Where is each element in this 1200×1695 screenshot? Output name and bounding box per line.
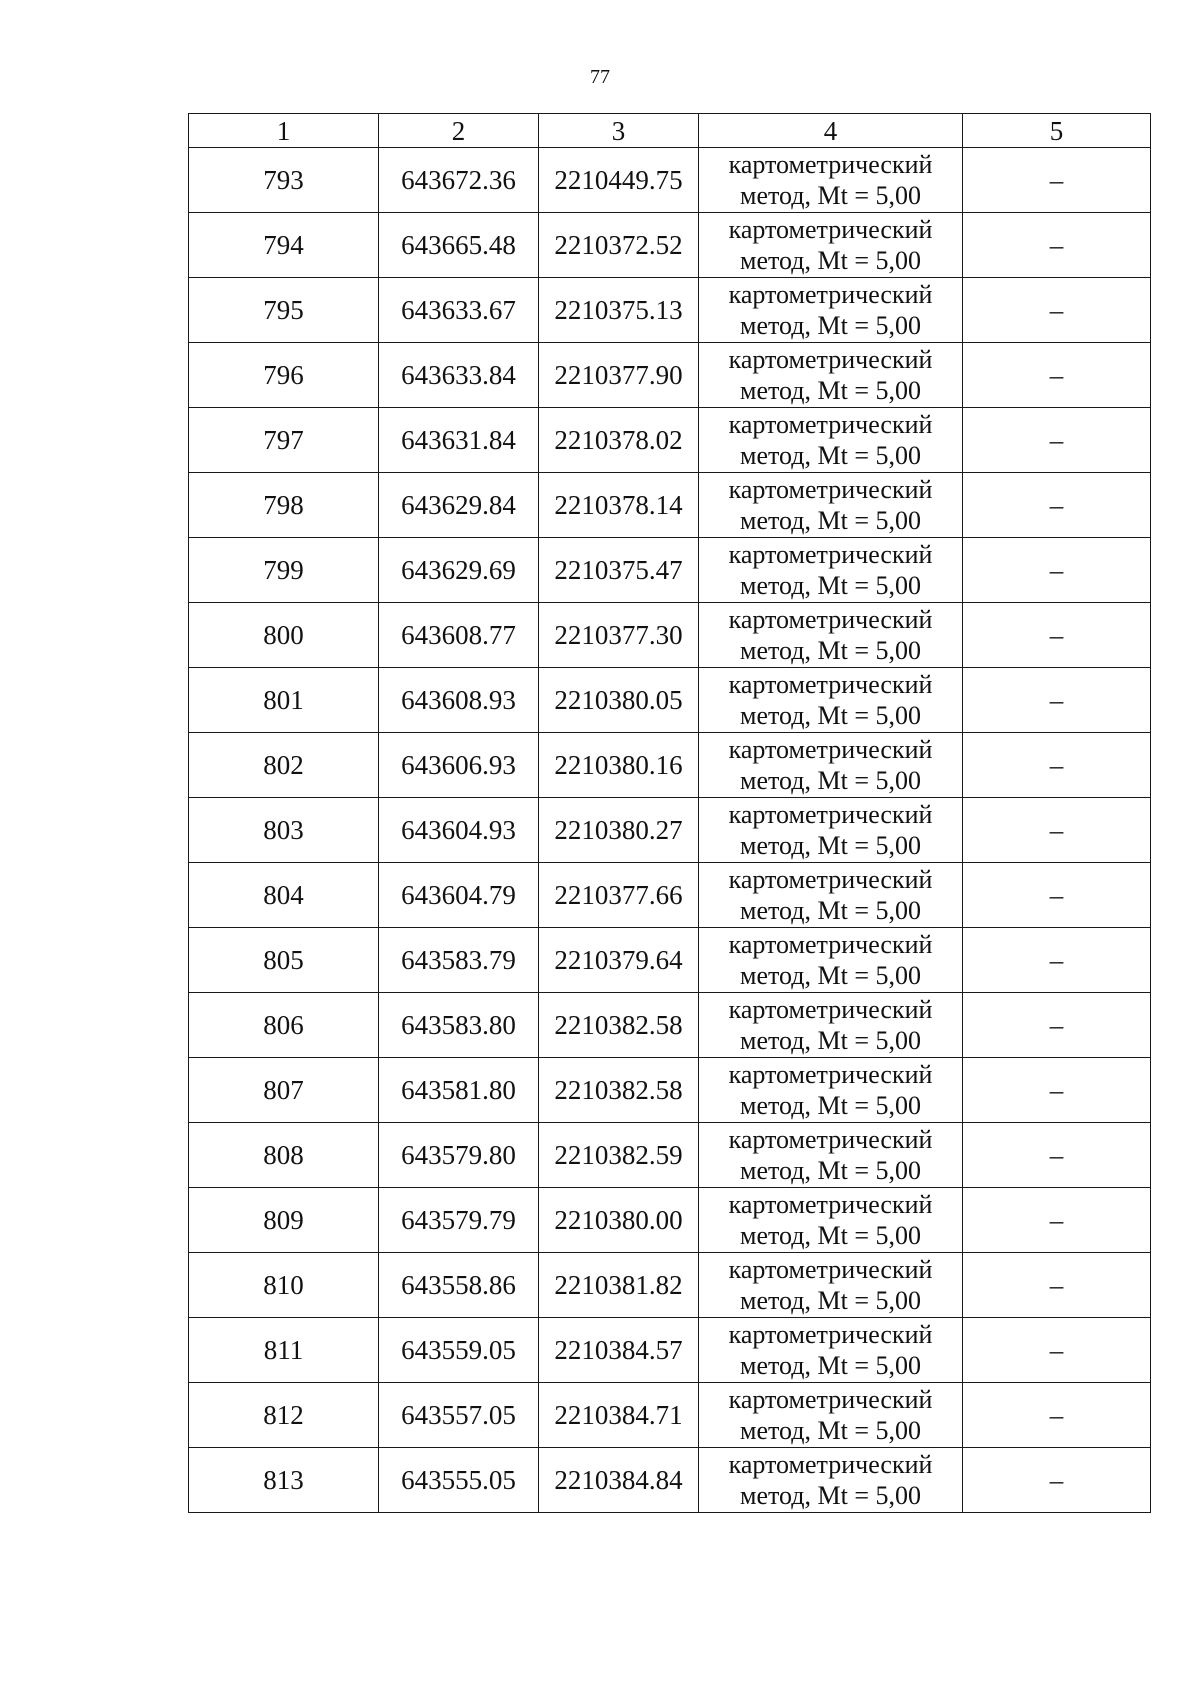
note-cell: –: [963, 538, 1151, 603]
point-number: 805: [189, 928, 379, 993]
method-line-1: картометрический: [728, 215, 933, 244]
coordinates-table: [188, 113, 1151, 1513]
method-line-1: картометрический: [728, 1450, 933, 1479]
coordinate-y: 2210449.75: [539, 148, 699, 213]
point-number: 795: [189, 278, 379, 343]
method-line-1: картометрический: [728, 1255, 933, 1284]
point-number: 794: [189, 213, 379, 278]
method-line-2: метод, Mt = 5,00: [740, 311, 921, 340]
method-line-2: метод, Mt = 5,00: [740, 1221, 921, 1250]
determination-method: [699, 928, 963, 993]
note-cell: –: [963, 1448, 1151, 1513]
note-cell: –: [963, 1383, 1151, 1448]
point-number: 796: [189, 343, 379, 408]
method-line-1: картометрический: [728, 930, 933, 959]
coordinate-y: 2210380.05: [539, 668, 699, 733]
determination-method: [699, 148, 963, 213]
table-row: [189, 993, 1151, 1058]
header-col-3: 3: [539, 114, 699, 148]
point-number: 804: [189, 863, 379, 928]
note-cell: –: [963, 603, 1151, 668]
coordinate-x: 643583.80: [379, 993, 539, 1058]
note-cell: –: [963, 1058, 1151, 1123]
coordinate-x: 643629.69: [379, 538, 539, 603]
coordinate-x: 643579.79: [379, 1188, 539, 1253]
table-row: [189, 1123, 1151, 1188]
method-line-2: метод, Mt = 5,00: [740, 701, 921, 730]
header-col-5: 5: [963, 114, 1151, 148]
determination-method: [699, 1318, 963, 1383]
determination-method: [699, 1383, 963, 1448]
coordinate-x: 643555.05: [379, 1448, 539, 1513]
note-cell: –: [963, 1318, 1151, 1383]
method-line-2: метод, Mt = 5,00: [740, 1091, 921, 1120]
coordinate-y: 2210375.47: [539, 538, 699, 603]
method-line-2: метод, Mt = 5,00: [740, 1286, 921, 1315]
point-number: 808: [189, 1123, 379, 1188]
point-number: 803: [189, 798, 379, 863]
coordinate-y: 2210377.90: [539, 343, 699, 408]
determination-method: [699, 1123, 963, 1188]
point-number: 811: [189, 1318, 379, 1383]
determination-method: [699, 538, 963, 603]
coordinate-x: 643579.80: [379, 1123, 539, 1188]
coordinate-y: 2210380.16: [539, 733, 699, 798]
method-line-2: метод, Mt = 5,00: [740, 441, 921, 470]
determination-method: [699, 603, 963, 668]
method-line-2: метод, Mt = 5,00: [740, 181, 921, 210]
coordinate-x: 643633.84: [379, 343, 539, 408]
method-line-1: картометрический: [728, 865, 933, 894]
determination-method: [699, 798, 963, 863]
method-line-1: картометрический: [728, 800, 933, 829]
method-line-2: метод, Mt = 5,00: [740, 961, 921, 990]
method-line-2: метод, Mt = 5,00: [740, 1026, 921, 1055]
point-number: 797: [189, 408, 379, 473]
page-number: 77: [590, 66, 610, 88]
method-line-1: картометрический: [728, 150, 933, 179]
table-header: [189, 114, 1151, 148]
point-number: 793: [189, 148, 379, 213]
determination-method: [699, 1253, 963, 1318]
method-line-1: картометрический: [728, 1190, 933, 1219]
table-row: [189, 1448, 1151, 1513]
note-cell: –: [963, 668, 1151, 733]
method-line-2: метод, Mt = 5,00: [740, 1351, 921, 1380]
table-row: [189, 343, 1151, 408]
table-row: [189, 798, 1151, 863]
table-row: [189, 863, 1151, 928]
table-row: [189, 733, 1151, 798]
note-cell: –: [963, 1188, 1151, 1253]
coordinate-y: 2210378.14: [539, 473, 699, 538]
table-row: [189, 1253, 1151, 1318]
determination-method: [699, 863, 963, 928]
point-number: 806: [189, 993, 379, 1058]
coordinate-y: 2210380.27: [539, 798, 699, 863]
note-cell: –: [963, 148, 1151, 213]
table-row: [189, 1188, 1151, 1253]
coordinate-y: 2210372.52: [539, 213, 699, 278]
method-line-1: картометрический: [728, 1060, 933, 1089]
table-row: [189, 148, 1151, 213]
note-cell: –: [963, 1253, 1151, 1318]
method-line-1: картометрический: [728, 995, 933, 1024]
coordinate-y: 2210384.84: [539, 1448, 699, 1513]
table-row: [189, 538, 1151, 603]
coordinate-x: 643608.93: [379, 668, 539, 733]
coordinate-y: 2210379.64: [539, 928, 699, 993]
method-line-2: метод, Mt = 5,00: [740, 1416, 921, 1445]
note-cell: –: [963, 798, 1151, 863]
method-line-2: метод, Mt = 5,00: [740, 376, 921, 405]
coordinate-y: 2210382.58: [539, 993, 699, 1058]
determination-method: [699, 278, 963, 343]
header-col-1: 1: [189, 114, 379, 148]
determination-method: [699, 408, 963, 473]
point-number: 799: [189, 538, 379, 603]
note-cell: –: [963, 343, 1151, 408]
determination-method: [699, 733, 963, 798]
coordinate-x: 643604.93: [379, 798, 539, 863]
note-cell: –: [963, 278, 1151, 343]
coordinate-x: 643629.84: [379, 473, 539, 538]
method-line-2: метод, Mt = 5,00: [740, 506, 921, 535]
coordinate-y: 2210382.59: [539, 1123, 699, 1188]
method-line-2: метод, Mt = 5,00: [740, 571, 921, 600]
coordinate-x: 643665.48: [379, 213, 539, 278]
coordinate-y: 2210378.02: [539, 408, 699, 473]
method-line-1: картометрический: [728, 605, 933, 634]
note-cell: –: [963, 733, 1151, 798]
table-body: [189, 148, 1151, 1513]
header-row: [189, 114, 1151, 148]
point-number: 812: [189, 1383, 379, 1448]
note-cell: –: [963, 473, 1151, 538]
method-line-1: картометрический: [728, 475, 933, 504]
note-cell: –: [963, 1123, 1151, 1188]
table-row: [189, 473, 1151, 538]
method-line-2: метод, Mt = 5,00: [740, 896, 921, 925]
determination-method: [699, 993, 963, 1058]
point-number: 800: [189, 603, 379, 668]
table-row: [189, 668, 1151, 733]
coordinate-x: 643604.79: [379, 863, 539, 928]
coordinate-y: 2210377.30: [539, 603, 699, 668]
method-line-1: картометрический: [728, 345, 933, 374]
coordinate-y: 2210384.71: [539, 1383, 699, 1448]
point-number: 807: [189, 1058, 379, 1123]
table-row: [189, 1318, 1151, 1383]
method-line-1: картометрический: [728, 1320, 933, 1349]
determination-method: [699, 473, 963, 538]
determination-method: [699, 343, 963, 408]
determination-method: [699, 213, 963, 278]
coordinate-x: 643633.67: [379, 278, 539, 343]
coordinate-y: 2210380.00: [539, 1188, 699, 1253]
coordinate-y: 2210381.82: [539, 1253, 699, 1318]
method-line-2: метод, Mt = 5,00: [740, 1481, 921, 1510]
determination-method: [699, 1058, 963, 1123]
coordinate-x: 643608.77: [379, 603, 539, 668]
coordinate-x: 643559.05: [379, 1318, 539, 1383]
header-col-4: 4: [699, 114, 963, 148]
table-row: [189, 928, 1151, 993]
point-number: 798: [189, 473, 379, 538]
determination-method: [699, 1188, 963, 1253]
coordinate-y: 2210377.66: [539, 863, 699, 928]
note-cell: –: [963, 863, 1151, 928]
method-line-1: картометрический: [728, 735, 933, 764]
coordinate-x: 643557.05: [379, 1383, 539, 1448]
coordinate-x: 643606.93: [379, 733, 539, 798]
note-cell: –: [963, 993, 1151, 1058]
coordinate-x: 643581.80: [379, 1058, 539, 1123]
method-line-1: картометрический: [728, 540, 933, 569]
method-line-1: картометрический: [728, 1125, 933, 1154]
method-line-1: картометрический: [728, 410, 933, 439]
note-cell: –: [963, 408, 1151, 473]
method-line-2: метод, Mt = 5,00: [740, 246, 921, 275]
coordinate-y: 2210375.13: [539, 278, 699, 343]
method-line-1: картометрический: [728, 280, 933, 309]
table-row: [189, 1058, 1151, 1123]
method-line-1: картометрический: [728, 670, 933, 699]
coordinate-x: 643558.86: [379, 1253, 539, 1318]
coordinate-x: 643631.84: [379, 408, 539, 473]
table-row: [189, 278, 1151, 343]
header-col-2: 2: [379, 114, 539, 148]
method-line-1: картометрический: [728, 1385, 933, 1414]
table-row: [189, 1383, 1151, 1448]
method-line-2: метод, Mt = 5,00: [740, 636, 921, 665]
determination-method: [699, 668, 963, 733]
coordinate-x: 643672.36: [379, 148, 539, 213]
coordinate-x: 643583.79: [379, 928, 539, 993]
coordinate-y: 2210382.58: [539, 1058, 699, 1123]
table-row: [189, 213, 1151, 278]
point-number: 810: [189, 1253, 379, 1318]
point-number: 802: [189, 733, 379, 798]
determination-method: [699, 1448, 963, 1513]
table-row: [189, 603, 1151, 668]
point-number: 801: [189, 668, 379, 733]
note-cell: –: [963, 928, 1151, 993]
point-number: 809: [189, 1188, 379, 1253]
note-cell: –: [963, 213, 1151, 278]
method-line-2: метод, Mt = 5,00: [740, 831, 921, 860]
point-number: 813: [189, 1448, 379, 1513]
method-line-2: метод, Mt = 5,00: [740, 766, 921, 795]
method-line-2: метод, Mt = 5,00: [740, 1156, 921, 1185]
coordinate-y: 2210384.57: [539, 1318, 699, 1383]
table-row: [189, 408, 1151, 473]
